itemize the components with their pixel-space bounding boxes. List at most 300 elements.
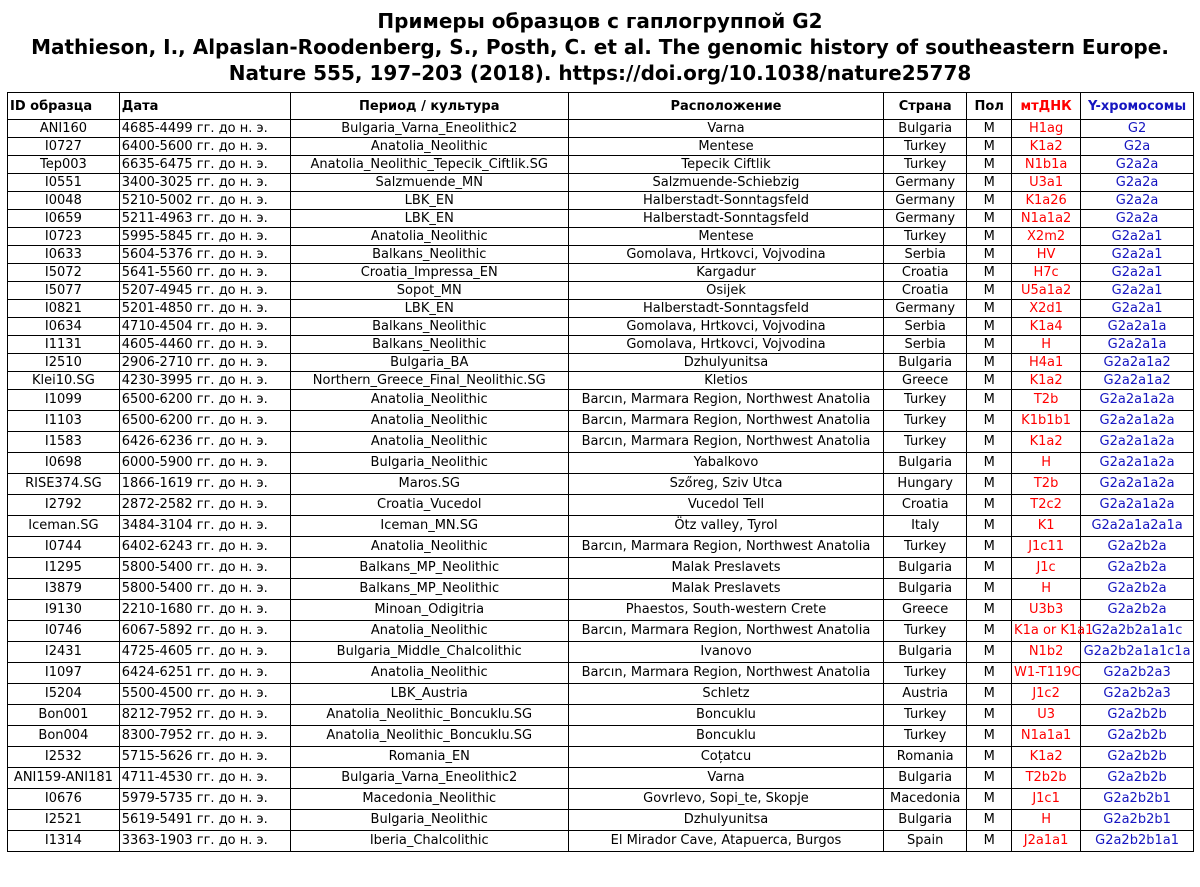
col-header-ychr: Y-хромосомы	[1081, 93, 1194, 120]
cell-mtdna: X2d1	[1012, 300, 1081, 318]
cell-location: Gomolava, Hrtkovci, Vojvodina	[568, 318, 883, 336]
cell-sex: M	[967, 138, 1012, 156]
cell-culture: LBK_Austria	[290, 684, 568, 705]
cell-mtdna: HV	[1012, 246, 1081, 264]
cell-mtdna: H	[1012, 453, 1081, 474]
cell-mtdna: J1c11	[1012, 537, 1081, 558]
cell-sex: M	[967, 174, 1012, 192]
table-row	[8, 411, 1194, 432]
table-row	[8, 474, 1194, 495]
cell-mtdna: K1b1b1	[1012, 411, 1081, 432]
cell-sex: M	[967, 354, 1012, 372]
cell-location: Barcın, Marmara Region, Northwest Anatolia	[568, 537, 883, 558]
cell-culture: LBK_EN	[290, 300, 568, 318]
cell-id: I0048	[8, 192, 120, 210]
page-header	[0, 0, 1200, 86]
cell-country: Germany	[884, 174, 967, 192]
cell-location: El Mirador Cave, Atapuerca, Burgos	[568, 831, 883, 852]
cell-location: Barcın, Marmara Region, Northwest Anatolia	[568, 663, 883, 684]
cell-mtdna: K1a2	[1012, 432, 1081, 453]
cell-country: Turkey	[884, 537, 967, 558]
cell-culture: Bulgaria_Middle_Chalcolithic	[290, 642, 568, 663]
cell-sex: M	[967, 621, 1012, 642]
cell-id: I0744	[8, 537, 120, 558]
cell-id: Iceman.SG	[8, 516, 120, 537]
table-row	[8, 558, 1194, 579]
cell-country: Turkey	[884, 228, 967, 246]
cell-sex: M	[967, 558, 1012, 579]
cell-sex: M	[967, 663, 1012, 684]
table-row	[8, 372, 1194, 390]
cell-date: 3484-3104 гг. до н. э.	[119, 516, 290, 537]
cell-ychr: G2	[1081, 120, 1194, 138]
cell-culture: Sopot_MN	[290, 282, 568, 300]
cell-country: Turkey	[884, 390, 967, 411]
cell-date: 6500-6200 гг. до н. э.	[119, 390, 290, 411]
cell-mtdna: T2b	[1012, 474, 1081, 495]
cell-country: Turkey	[884, 156, 967, 174]
table-row	[8, 768, 1194, 789]
cell-mtdna: U5a1a2	[1012, 282, 1081, 300]
cell-culture: Minoan_Odigitria	[290, 600, 568, 621]
cell-id: I0633	[8, 246, 120, 264]
cell-date: 4605-4460 гг. до н. э.	[119, 336, 290, 354]
cell-location: Szőreg, Sziv Utca	[568, 474, 883, 495]
cell-country: Serbia	[884, 336, 967, 354]
table-row	[8, 831, 1194, 852]
table-row	[8, 600, 1194, 621]
cell-sex: M	[967, 579, 1012, 600]
cell-culture: Bulgaria_BA	[290, 354, 568, 372]
cell-location: Ötz valley, Tyrol	[568, 516, 883, 537]
cell-date: 8300-7952 гг. до н. э.	[119, 726, 290, 747]
cell-ychr: G2a2a1	[1081, 264, 1194, 282]
cell-ychr: G2a2a1a	[1081, 318, 1194, 336]
cell-culture: Anatolia_Neolithic	[290, 138, 568, 156]
cell-location: Barcın, Marmara Region, Northwest Anatolia	[568, 432, 883, 453]
cell-mtdna: H	[1012, 579, 1081, 600]
cell-location: Mentese	[568, 228, 883, 246]
cell-mtdna: J1c1	[1012, 789, 1081, 810]
cell-sex: M	[967, 831, 1012, 852]
cell-location: Yabalkovo	[568, 453, 883, 474]
cell-id: I1314	[8, 831, 120, 852]
cell-id: I1103	[8, 411, 120, 432]
table-row	[8, 138, 1194, 156]
table-row	[8, 228, 1194, 246]
samples-table	[7, 92, 1194, 852]
cell-country: Germany	[884, 192, 967, 210]
cell-date: 6067-5892 гг. до н. э.	[119, 621, 290, 642]
cell-ychr: G2a2a1	[1081, 300, 1194, 318]
cell-sex: M	[967, 516, 1012, 537]
cell-date: 6402-6243 гг. до н. э.	[119, 537, 290, 558]
cell-date: 2210-1680 гг. до н. э.	[119, 600, 290, 621]
cell-id: I5072	[8, 264, 120, 282]
cell-date: 4725-4605 гг. до н. э.	[119, 642, 290, 663]
table-row	[8, 354, 1194, 372]
cell-mtdna: N1b1a	[1012, 156, 1081, 174]
citation-source: Nature 555, 197–203 (2018). https://doi.org/10.1038/nature25778	[228, 61, 972, 85]
table-row	[8, 192, 1194, 210]
cell-country: Croatia	[884, 282, 967, 300]
cell-sex: M	[967, 768, 1012, 789]
cell-culture: Anatolia_Neolithic	[290, 621, 568, 642]
cell-location: Malak Preslavets	[568, 579, 883, 600]
col-header-culture: Период / культура	[290, 93, 568, 120]
cell-ychr: G2a2b2a	[1081, 558, 1194, 579]
cell-id: I0821	[8, 300, 120, 318]
cell-mtdna: X2m2	[1012, 228, 1081, 246]
cell-sex: M	[967, 390, 1012, 411]
cell-sex: M	[967, 747, 1012, 768]
cell-mtdna: H1ag	[1012, 120, 1081, 138]
col-header-country: Страна	[884, 93, 967, 120]
cell-mtdna: K1a2	[1012, 138, 1081, 156]
table-row	[8, 810, 1194, 831]
cell-date: 5800-5400 гг. до н. э.	[119, 579, 290, 600]
cell-sex: M	[967, 120, 1012, 138]
cell-date: 5201-4850 гг. до н. э.	[119, 300, 290, 318]
cell-country: Turkey	[884, 432, 967, 453]
cell-id: ANI160	[8, 120, 120, 138]
cell-country: Bulgaria	[884, 642, 967, 663]
cell-id: I0634	[8, 318, 120, 336]
table-row	[8, 318, 1194, 336]
cell-culture: Balkans_MP_Neolithic	[290, 558, 568, 579]
cell-id: I2532	[8, 747, 120, 768]
cell-mtdna: K1	[1012, 516, 1081, 537]
cell-id: I1131	[8, 336, 120, 354]
table-row	[8, 246, 1194, 264]
cell-culture: Anatolia_Neolithic	[290, 390, 568, 411]
cell-ychr: G2a2a1a2a	[1081, 390, 1194, 411]
cell-country: Turkey	[884, 726, 967, 747]
cell-country: Turkey	[884, 138, 967, 156]
cell-date: 5500-4500 гг. до н. э.	[119, 684, 290, 705]
table-row	[8, 747, 1194, 768]
cell-location: Malak Preslavets	[568, 558, 883, 579]
table-row	[8, 264, 1194, 282]
table-row	[8, 684, 1194, 705]
cell-sex: M	[967, 432, 1012, 453]
cell-sex: M	[967, 372, 1012, 390]
cell-id: I0659	[8, 210, 120, 228]
cell-country: Turkey	[884, 705, 967, 726]
cell-mtdna: U3b3	[1012, 600, 1081, 621]
cell-culture: LBK_EN	[290, 192, 568, 210]
col-header-date: Дата	[119, 93, 290, 120]
cell-culture: Anatolia_Neolithic	[290, 228, 568, 246]
cell-date: 5800-5400 гг. до н. э.	[119, 558, 290, 579]
cell-sex: M	[967, 411, 1012, 432]
table-row	[8, 156, 1194, 174]
cell-date: 6000-5900 гг. до н. э.	[119, 453, 290, 474]
cell-ychr: G2a2b2a3	[1081, 684, 1194, 705]
cell-id: Bon004	[8, 726, 120, 747]
cell-sex: M	[967, 495, 1012, 516]
cell-mtdna: K1a2	[1012, 372, 1081, 390]
cell-location: Schletz	[568, 684, 883, 705]
table-row	[8, 495, 1194, 516]
cell-country: Croatia	[884, 495, 967, 516]
table-row	[8, 789, 1194, 810]
cell-ychr: G2a2b2b	[1081, 726, 1194, 747]
table-row	[8, 705, 1194, 726]
cell-ychr: G2a2a	[1081, 174, 1194, 192]
cell-id: I1099	[8, 390, 120, 411]
table-row	[8, 663, 1194, 684]
table-row	[8, 174, 1194, 192]
cell-id: I5204	[8, 684, 120, 705]
cell-ychr: G2a2b2b1	[1081, 810, 1194, 831]
cell-date: 3400-3025 гг. до н. э.	[119, 174, 290, 192]
cell-ychr: G2a2a	[1081, 210, 1194, 228]
cell-id: I0676	[8, 789, 120, 810]
table-row	[8, 726, 1194, 747]
cell-sex: M	[967, 210, 1012, 228]
table-row	[8, 336, 1194, 354]
cell-location: Barcın, Marmara Region, Northwest Anatolia	[568, 621, 883, 642]
cell-ychr: G2a2a1a2a	[1081, 495, 1194, 516]
cell-ychr: G2a2a1a2a	[1081, 411, 1194, 432]
cell-location: Kletios	[568, 372, 883, 390]
cell-location: Tepecik Ciftlik	[568, 156, 883, 174]
cell-ychr: G2a2a1a2a	[1081, 453, 1194, 474]
col-header-sex: Пол	[967, 93, 1012, 120]
cell-country: Turkey	[884, 663, 967, 684]
cell-culture: Anatolia_Neolithic_Boncuklu.SG	[290, 726, 568, 747]
cell-mtdna: K1a or K1a1	[1012, 621, 1081, 642]
cell-id: I1583	[8, 432, 120, 453]
cell-date: 5979-5735 гг. до н. э.	[119, 789, 290, 810]
cell-ychr: G2a2a1a2a1a	[1081, 516, 1194, 537]
cell-culture: Anatolia_Neolithic	[290, 537, 568, 558]
cell-location: Govrlevo, Sopi_te, Skopje	[568, 789, 883, 810]
cell-location: Gomolava, Hrtkovci, Vojvodina	[568, 246, 883, 264]
cell-ychr: G2a2a1a2a	[1081, 432, 1194, 453]
cell-ychr: G2a2b2a	[1081, 579, 1194, 600]
cell-location: Gomolava, Hrtkovci, Vojvodina	[568, 336, 883, 354]
cell-country: Turkey	[884, 411, 967, 432]
table-row	[8, 210, 1194, 228]
cell-culture: Bulgaria_Varna_Eneolithic2	[290, 768, 568, 789]
table-row	[8, 300, 1194, 318]
cell-sex: M	[967, 318, 1012, 336]
cell-ychr: G2a2a1a2a	[1081, 474, 1194, 495]
cell-ychr: G2a2a	[1081, 156, 1194, 174]
cell-mtdna: W1-T119C	[1012, 663, 1081, 684]
cell-mtdna: K1a4	[1012, 318, 1081, 336]
cell-ychr: G2a	[1081, 138, 1194, 156]
cell-ychr: G2a2a1	[1081, 228, 1194, 246]
cell-country: Romania	[884, 747, 967, 768]
cell-country: Germany	[884, 210, 967, 228]
cell-sex: M	[967, 156, 1012, 174]
cell-sex: M	[967, 726, 1012, 747]
cell-mtdna: J2a1a1	[1012, 831, 1081, 852]
cell-location: Dzhulyunitsa	[568, 810, 883, 831]
table-row	[8, 579, 1194, 600]
cell-sex: M	[967, 192, 1012, 210]
table-row	[8, 453, 1194, 474]
cell-date: 5211-4963 гг. до н. э.	[119, 210, 290, 228]
cell-location: Kargadur	[568, 264, 883, 282]
cell-culture: Balkans_Neolithic	[290, 336, 568, 354]
table-row	[8, 390, 1194, 411]
cell-ychr: G2a2b2b1a1	[1081, 831, 1194, 852]
cell-date: 8212-7952 гг. до н. э.	[119, 705, 290, 726]
col-header-id: ID образца	[8, 93, 120, 120]
cell-date: 6400-5600 гг. до н. э.	[119, 138, 290, 156]
cell-culture: Balkans_Neolithic	[290, 246, 568, 264]
cell-sex: M	[967, 789, 1012, 810]
cell-country: Austria	[884, 684, 967, 705]
cell-country: Germany	[884, 300, 967, 318]
cell-country: Bulgaria	[884, 579, 967, 600]
cell-sex: M	[967, 600, 1012, 621]
cell-id: Klei10.SG	[8, 372, 120, 390]
cell-sex: M	[967, 810, 1012, 831]
cell-culture: Northern_Greece_Final_Neolithic.SG	[290, 372, 568, 390]
cell-id: I1295	[8, 558, 120, 579]
cell-ychr: G2a2b2b	[1081, 747, 1194, 768]
cell-sex: M	[967, 705, 1012, 726]
table-body	[8, 120, 1194, 852]
cell-country: Greece	[884, 372, 967, 390]
cell-mtdna: H	[1012, 810, 1081, 831]
cell-sex: M	[967, 684, 1012, 705]
cell-culture: Anatolia_Neolithic_Tepecik_Ciftlik.SG	[290, 156, 568, 174]
cell-mtdna: T2b2b	[1012, 768, 1081, 789]
cell-sex: M	[967, 336, 1012, 354]
table-row	[8, 120, 1194, 138]
cell-sex: M	[967, 300, 1012, 318]
cell-culture: Bulgaria_Varna_Eneolithic2	[290, 120, 568, 138]
cell-date: 5604-5376 гг. до н. э.	[119, 246, 290, 264]
cell-ychr: G2a2a1	[1081, 282, 1194, 300]
cell-location: Boncuklu	[568, 726, 883, 747]
cell-date: 5207-4945 гг. до н. э.	[119, 282, 290, 300]
cell-location: Barcın, Marmara Region, Northwest Anatolia	[568, 390, 883, 411]
cell-sex: M	[967, 642, 1012, 663]
cell-date: 4685-4499 гг. до н. э.	[119, 120, 290, 138]
cell-country: Spain	[884, 831, 967, 852]
cell-date: 6424-6251 гг. до н. э.	[119, 663, 290, 684]
cell-country: Hungary	[884, 474, 967, 495]
cell-location: Halberstadt-Sonntagsfeld	[568, 300, 883, 318]
cell-country: Serbia	[884, 318, 967, 336]
cell-mtdna: N1b2	[1012, 642, 1081, 663]
cell-location: Halberstadt-Sonntagsfeld	[568, 192, 883, 210]
cell-location: Halberstadt-Sonntagsfeld	[568, 210, 883, 228]
cell-date: 6500-6200 гг. до н. э.	[119, 411, 290, 432]
cell-ychr: G2a2a1a2	[1081, 372, 1194, 390]
cell-ychr: G2a2b2b	[1081, 705, 1194, 726]
cell-id: Tep003	[8, 156, 120, 174]
cell-mtdna: H7c	[1012, 264, 1081, 282]
cell-location: Varna	[568, 768, 883, 789]
cell-id: I0746	[8, 621, 120, 642]
cell-sex: M	[967, 537, 1012, 558]
cell-id: ANI159-ANI181	[8, 768, 120, 789]
cell-country: Bulgaria	[884, 558, 967, 579]
cell-id: I2792	[8, 495, 120, 516]
cell-country: Greece	[884, 600, 967, 621]
cell-mtdna: N1a1a1	[1012, 726, 1081, 747]
cell-date: 1866-1619 гг. до н. э.	[119, 474, 290, 495]
cell-id: I0698	[8, 453, 120, 474]
cell-country: Bulgaria	[884, 768, 967, 789]
cell-date: 5995-5845 гг. до н. э.	[119, 228, 290, 246]
col-header-mtdna: мтДНК	[1012, 93, 1081, 120]
cell-date: 2872-2582 гг. до н. э.	[119, 495, 290, 516]
cell-culture: Macedonia_Neolithic	[290, 789, 568, 810]
table-header-row	[8, 93, 1194, 120]
cell-culture: Salzmuende_MN	[290, 174, 568, 192]
cell-location: Barcın, Marmara Region, Northwest Anatolia	[568, 411, 883, 432]
cell-mtdna: J1c2	[1012, 684, 1081, 705]
cell-ychr: G2a2b2a1a1c	[1081, 621, 1194, 642]
cell-mtdna: T2b	[1012, 390, 1081, 411]
cell-sex: M	[967, 474, 1012, 495]
cell-culture: Maros.SG	[290, 474, 568, 495]
cell-mtdna: T2c2	[1012, 495, 1081, 516]
cell-culture: Bulgaria_Neolithic	[290, 810, 568, 831]
table-row	[8, 642, 1194, 663]
cell-id: I0727	[8, 138, 120, 156]
cell-id: RISE374.SG	[8, 474, 120, 495]
cell-culture: Balkans_Neolithic	[290, 318, 568, 336]
cell-ychr: G2a2a1	[1081, 246, 1194, 264]
cell-id: I9130	[8, 600, 120, 621]
cell-date: 6635-6475 гг. до н. э.	[119, 156, 290, 174]
table-row	[8, 516, 1194, 537]
cell-id: I3879	[8, 579, 120, 600]
cell-country: Bulgaria	[884, 354, 967, 372]
cell-country: Bulgaria	[884, 453, 967, 474]
cell-date: 3363-1903 гг. до н. э.	[119, 831, 290, 852]
table-row	[8, 537, 1194, 558]
cell-mtdna: H4a1	[1012, 354, 1081, 372]
cell-mtdna: K1a26	[1012, 192, 1081, 210]
cell-date: 4230-3995 гг. до н. э.	[119, 372, 290, 390]
table-row	[8, 432, 1194, 453]
cell-culture: LBK_EN	[290, 210, 568, 228]
cell-culture: Anatolia_Neolithic_Boncuklu.SG	[290, 705, 568, 726]
cell-ychr: G2a2a1a	[1081, 336, 1194, 354]
cell-culture: Anatolia_Neolithic	[290, 411, 568, 432]
cell-date: 5210-5002 гг. до н. э.	[119, 192, 290, 210]
cell-location: Phaestos, South-western Crete	[568, 600, 883, 621]
citation-authors: Mathieson, I., Alpaslan-Roodenberg, S., Posth, C. et al. The genomic history of southeastern Europe.	[31, 35, 1169, 59]
table-row	[8, 282, 1194, 300]
cell-date: 5619-5491 гг. до н. э.	[119, 810, 290, 831]
cell-mtdna: K1a2	[1012, 747, 1081, 768]
cell-ychr: G2a2b2a	[1081, 600, 1194, 621]
cell-date: 5715-5626 гг. до н. э.	[119, 747, 290, 768]
cell-location: Coțatcu	[568, 747, 883, 768]
cell-mtdna: U3a1	[1012, 174, 1081, 192]
cell-ychr: G2a2b2b	[1081, 768, 1194, 789]
cell-id: I0551	[8, 174, 120, 192]
cell-ychr: G2a2b2a	[1081, 537, 1194, 558]
cell-sex: M	[967, 228, 1012, 246]
cell-culture: Bulgaria_Neolithic	[290, 453, 568, 474]
cell-location: Osijek	[568, 282, 883, 300]
cell-culture: Iberia_Chalcolithic	[290, 831, 568, 852]
page-title: Примеры образцов с гаплогруппой G2	[377, 9, 823, 33]
